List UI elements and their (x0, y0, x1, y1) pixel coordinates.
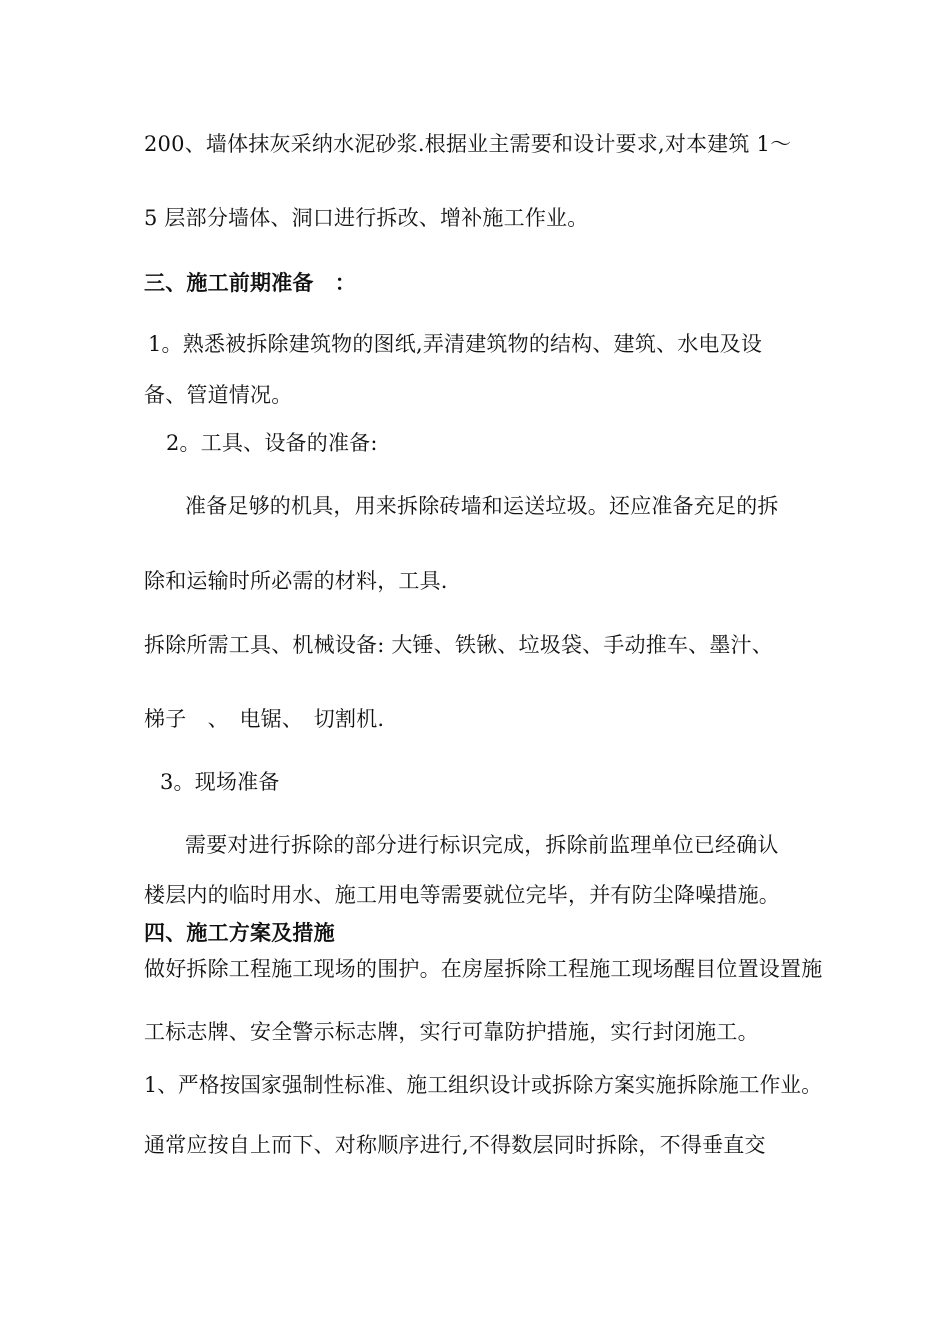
body-text-line: 通常应按自上而下、对称顺序进行,不得数层同时拆除，不得垂直交 (144, 1133, 766, 1157)
body-text-line: 1。熟悉被拆除建筑物的图纸,弄清建筑物的结构、建筑、水电及设 (148, 332, 763, 356)
body-text-line: 200、墙体抹灰采纳水泥砂浆.根据业主需要和设计要求,对本建筑 1～ (144, 132, 792, 156)
body-text-line: 做好拆除工程施工现场的围护。在房屋拆除工程施工现场醒目位置设置施 (144, 957, 823, 981)
body-text-line: 楼层内的临时用水、施工用电等需要就位完毕，并有防尘降噪措施。 (144, 883, 780, 907)
body-text-line: 拆除所需工具、机械设备: 大锤、铁锹、垃圾袋、手动推车、墨汁、 (144, 633, 773, 657)
body-text-line: 3。现场准备 (160, 770, 280, 794)
body-text-line: 工标志牌、安全警示标志牌，实行可靠防护措施，实行封闭施工。 (144, 1020, 759, 1044)
body-text-line: 5 层部分墙体、洞口进行拆改、增补施工作业。 (144, 206, 589, 230)
body-text-line: 除和运输时所必需的材料，工具. (144, 569, 448, 593)
body-text-line: 备、管道情况。 (144, 383, 293, 407)
body-text-line: 1、严格按国家强制性标准、施工组织设计或拆除方案实施拆除施工作业。 (144, 1073, 822, 1097)
body-text-line: 梯子 、 电锯、 切割机. (144, 707, 385, 731)
body-text-line: 需要对进行拆除的部分进行标识完成，拆除前监理单位已经确认 (185, 833, 779, 857)
body-text-line: 2。工具、设备的准备: (166, 431, 378, 455)
section-heading: 四、施工方案及措施 (144, 921, 335, 945)
body-text-line: 准备足够的机具，用来拆除砖墙和运送垃圾。还应准备充足的拆 (185, 494, 779, 518)
section-heading: 三、施工前期准备 ： (144, 271, 356, 295)
